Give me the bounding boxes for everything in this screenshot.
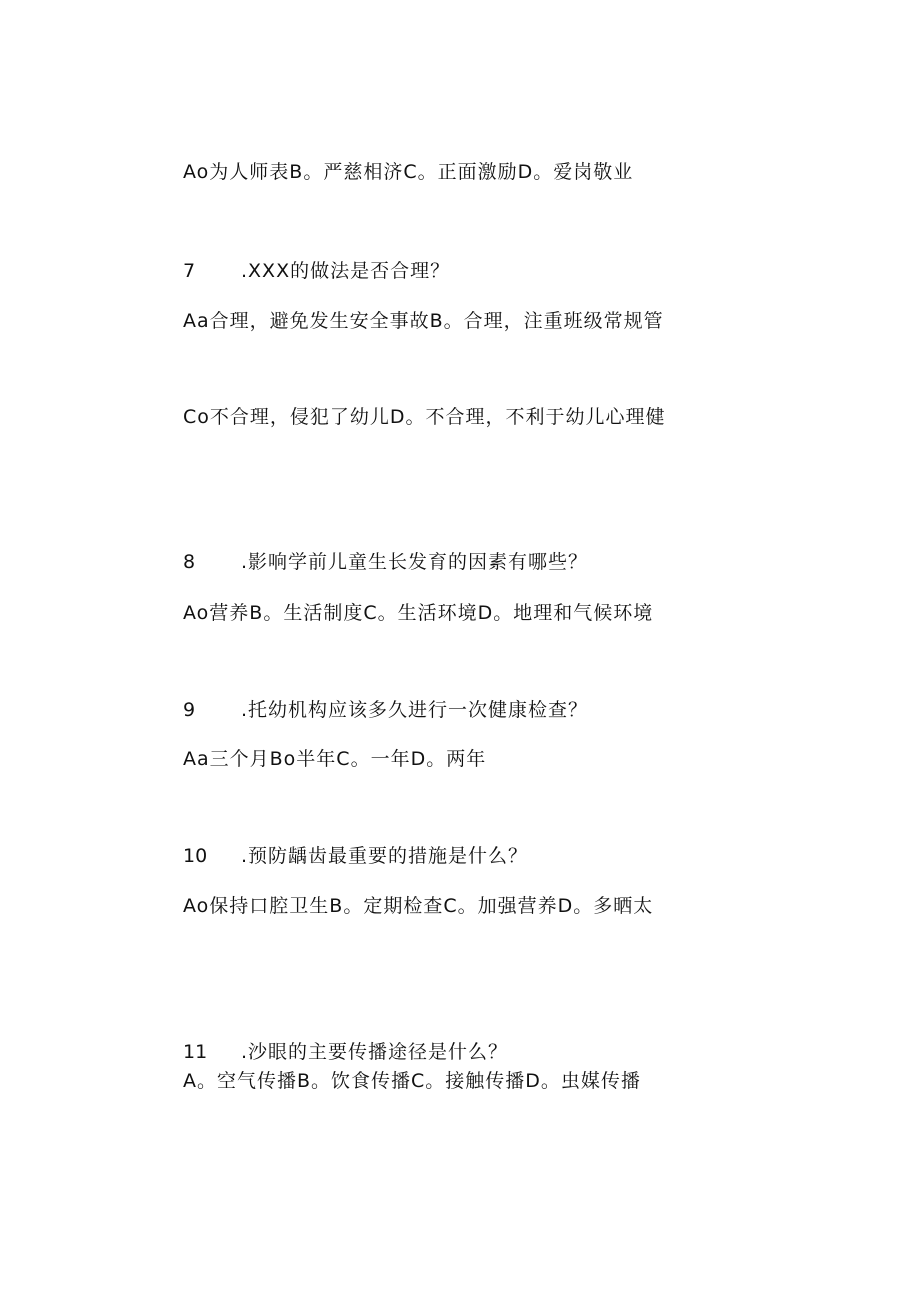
question-number: 8 [183,551,196,573]
question-11 [183,1039,508,1065]
question-10 [183,843,528,869]
question-9 [183,697,588,723]
question-number: 10 [183,845,208,867]
question-text: .托幼机构应该多久进行一次健康检查？ [241,699,589,721]
q7-options-line-1: Aa合理，避免发生安全事故B。合理，注重班级常规管 [183,310,664,332]
question-text: .影响学前儿童生长发育的因素有哪些？ [241,551,589,573]
question-number: 11 [183,1041,208,1063]
question-7 [183,258,450,284]
q9-options: Aa三个月Bo半年C。一年D。两年 [183,748,487,770]
question-number: 7 [183,260,196,282]
question-text: .预防龋齿最重要的措施是什么？ [241,845,529,867]
q6-options: Ao为人师表B。严慈相济C。正面激励D。爱岗敬业 [183,161,634,183]
q10-options: Ao保持口腔卫生B。定期检查C。加强营养D。多晒太 [183,895,654,917]
question-text: .沙眼的主要传播途径是什么？ [241,1041,509,1063]
question-text: .XXX的做法是否合理？ [241,260,451,282]
q8-options: Ao营养B。生活制度C。生活环境D。地理和气候环境 [183,602,654,624]
q11-options: A。空气传播B。饮食传播C。接触传播D。虫媒传播 [183,1070,641,1092]
q7-options-line-2: Co不合理，侵犯了幼儿D。不合理，不利于幼儿心理健 [183,406,666,428]
question-number: 9 [183,699,196,721]
question-8 [183,549,588,575]
